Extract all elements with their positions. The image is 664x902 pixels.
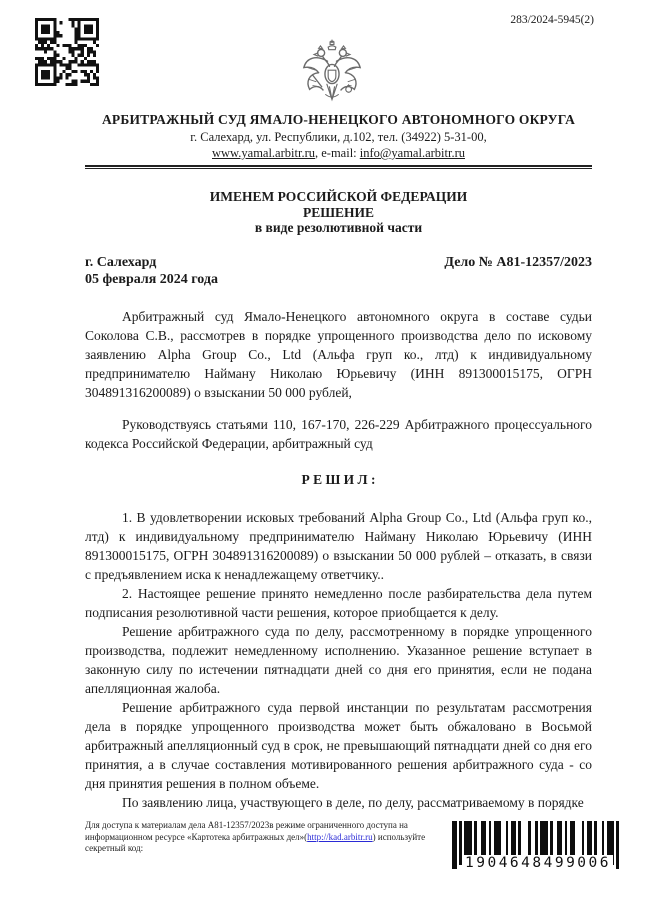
case-city: г. Салехард <box>85 254 157 270</box>
header-divider <box>85 165 592 169</box>
paragraph-immediate-execution: Решение арбитражного суда по делу, рассмотренному в порядке упрощенного производства, подлежит немедленному исполнению. Указанное решение вступает в законную силу по истечении пятнадцати дней со дня его принятия, если не подана апелляционная жалоба. <box>85 623 592 696</box>
paragraph-application: По заявлению лица, участвующего в деле, по делу, рассматриваемому в порядке <box>122 794 584 810</box>
paragraph-intro: Арбитражный суд Ямало-Ненецкого автономного округа в составе судьи Соколова С.В., рассмотрев в порядке упрощенного производства дело по исковому заявлению Alpha Group Co., Ltd (Альфа груп ко., лтд) к индивидуальному предпринимателю Найману Николаю Юрьевичу (ИНН 891300015175, ОГРН 304891316200089) о взыскании 50 000 рублей, <box>85 308 592 400</box>
document-title <box>85 189 592 236</box>
case-number: Дело № А81-12357/2023 <box>444 254 592 270</box>
access-note-text-end: ) используйте секретный код: <box>85 831 426 853</box>
paragraph-item-2: 2. Настоящее решение принято немедленно после разбирательства дела путем подписания резолютивной части решения, которое приобщается к делу. <box>85 585 592 620</box>
title-line-decision: РЕШЕНИЕ <box>302 204 375 220</box>
email-label: , e-mail: <box>314 146 360 160</box>
court-name: АРБИТРАЖНЫЙ СУД ЯМАЛО-НЕНЕЦКОГО АВТОНОМНОГО ОКРУГА <box>101 112 576 127</box>
case-date: 05 февраля 2024 года <box>85 272 218 287</box>
title-line-federation: ИМЕНЕМ РОССИЙСКОЙ ФЕДЕРАЦИИ <box>209 189 468 204</box>
resolved-heading: Р Е Ш И Л : <box>301 471 376 487</box>
court-website-link[interactable]: www.yamal.arbitr.ru <box>212 146 315 160</box>
access-code-note <box>85 820 437 855</box>
document-number: 283/2024-5945(2) <box>510 14 594 26</box>
paragraph-guided-by: Руководствуясь статьями 110, 167-170, 226-229 Арбитражного процессуального кодекса Российской Федерации, арбитражный суд <box>85 416 592 451</box>
paragraph-appeal: Решение арбитражного суда первой инстанции по результатам рассмотрения дела в порядке упрощенного производства может быть обжаловано в Восьмой арбитражный апелляционный суд в срок, не превышающий пятнадцати дней со дня его принятия, а в случае составления мотивированного решения арбитражного суда - со дня принятия решения в полном объеме. <box>85 699 592 791</box>
decision-body <box>85 307 592 812</box>
court-contacts <box>85 146 592 161</box>
court-header <box>85 112 592 169</box>
case-place-date <box>85 254 218 289</box>
access-note-text: Для доступа к материалам дела А81-12357/2023в режиме ограниченного доступа на информационном ресурсе «Картотека арбитражных дел»( <box>85 820 408 842</box>
barcode <box>452 821 624 873</box>
barcode-digits: 1904648499006 <box>465 855 611 871</box>
kad-arbitr-link[interactable]: http://kad.arbitr.ru <box>307 831 373 842</box>
court-address: г. Салехард, ул. Республики, д.102, тел. (34922) 5-31-00, <box>190 130 487 144</box>
paragraph-item-1: 1. В удовлетворении исковых требований Alpha Group Co., Ltd (Альфа груп ко., лтд) к индивидуальному предпринимателю Найману Николаю Юрьевичу (ИНН 891300015175, ОГРН 304891316200089) о взыскании 50 000 рублей – отказать, в связи с предъявлением иска к ненадлежащему ответчику.. <box>85 509 592 582</box>
case-info-row <box>85 254 592 289</box>
court-email-link[interactable]: info@yamal.arbitr.ru <box>359 146 465 160</box>
title-line-operative: в виде резолютивной части <box>254 220 423 235</box>
document-content <box>85 0 592 812</box>
